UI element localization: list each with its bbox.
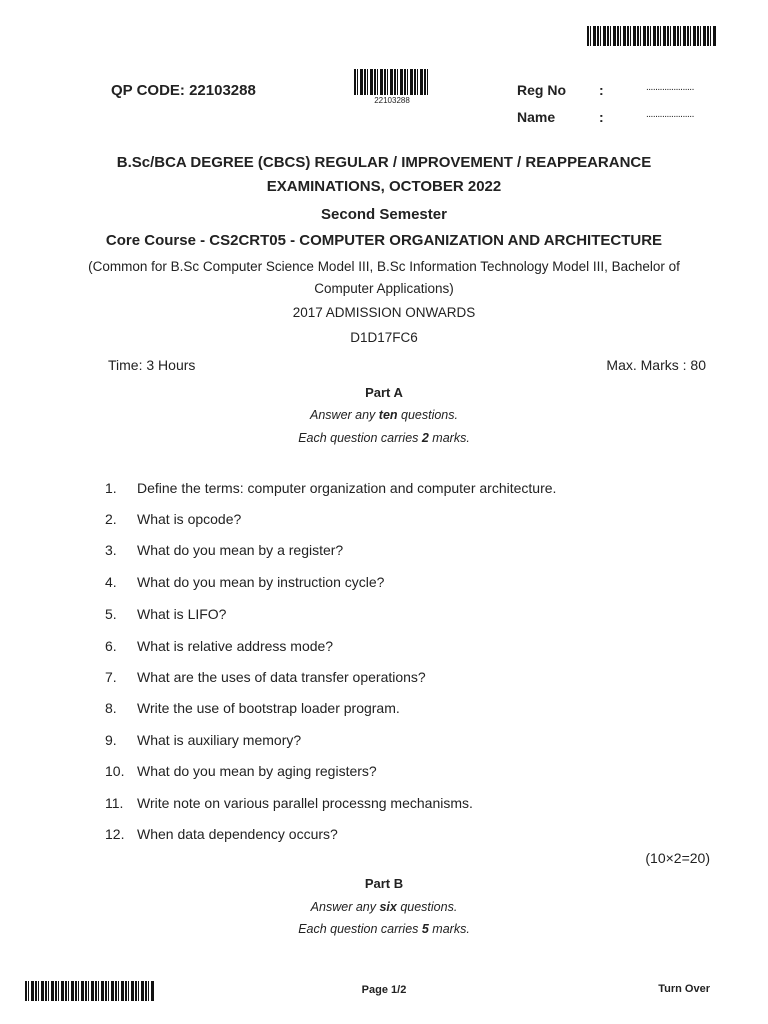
turn-over: Turn Over: [658, 983, 710, 995]
paper-code: D1D17FC6: [350, 330, 418, 345]
exam-time: Time: 3 Hours: [108, 357, 196, 373]
instr-text: Answer any: [310, 900, 380, 914]
center-barcode: [354, 69, 430, 105]
question-text: What do you mean by a register?: [137, 542, 344, 558]
part-a-instruction-1: [0, 408, 768, 422]
instr-text: marks.: [428, 431, 470, 445]
question-text: Define the terms: computer organization and computer architecture.: [137, 480, 557, 496]
question-text: What is auxiliary memory?: [137, 732, 302, 748]
question-number: 4.: [105, 574, 117, 590]
reg-no-field: .....................: [646, 82, 694, 93]
part-b-instruction-1: [0, 900, 768, 914]
instr-text: Answer any: [310, 408, 379, 422]
instr-text: questions.: [396, 900, 458, 914]
question-text: Write note on various parallel processng mechanisms.: [137, 795, 473, 811]
question-number: 12.: [105, 826, 125, 842]
question-text: What do you mean by instruction cycle?: [137, 574, 385, 590]
question-text: What are the uses of data transfer operations?: [137, 669, 426, 685]
reg-no-colon: :: [599, 82, 604, 98]
question-number: 2.: [105, 511, 117, 527]
question-text: Write the use of bootstrap loader program.: [137, 700, 400, 716]
instr-marks: 2: [421, 431, 429, 445]
exam-title-line2: EXAMINATIONS, OCTOBER 2022: [266, 178, 502, 195]
part-a-title: Part A: [365, 385, 403, 400]
question-number: 7.: [105, 669, 117, 685]
barcode-number: 22103288: [374, 96, 410, 105]
instr-text: Each question carries: [298, 431, 422, 445]
question-text: What is LIFO?: [137, 606, 227, 622]
course-title: Core Course - CS2CRT05 - COMPUTER ORGANIZATION AND ARCHITECTURE: [105, 232, 663, 249]
semester: Second Semester: [321, 206, 447, 223]
top-right-barcode: [587, 26, 717, 46]
instr-count: six: [379, 900, 397, 914]
instr-marks: 5: [421, 922, 429, 936]
admission: 2017 ADMISSION ONWARDS: [292, 305, 476, 320]
name-colon: :: [599, 109, 604, 125]
instr-text: marks.: [428, 922, 470, 936]
question-number: 1.: [105, 480, 117, 496]
question-number: 10.: [105, 763, 125, 779]
qp-code: QP CODE: 22103288: [111, 82, 256, 99]
question-number: 11.: [105, 795, 124, 811]
question-number: 8.: [105, 700, 117, 716]
instr-text: Each question carries: [298, 922, 422, 936]
part-a-marks-summary: (10×2=20): [645, 850, 710, 866]
question-text: What do you mean by aging registers?: [137, 763, 377, 779]
question-number: 6.: [105, 638, 117, 654]
max-marks: Max. Marks : 80: [606, 357, 706, 373]
question-text: What is opcode?: [137, 511, 242, 527]
question-text: What is relative address mode?: [137, 638, 334, 654]
name-label: Name: [517, 109, 556, 125]
part-a-instruction-2: [0, 431, 768, 445]
question-text: When data dependency occurs?: [137, 826, 338, 842]
part-b-title: Part B: [364, 876, 404, 891]
question-number: 3.: [105, 542, 117, 558]
reg-no-label: Reg No: [517, 82, 566, 98]
part-b-instruction-2: [0, 922, 768, 936]
instr-count: ten: [378, 408, 398, 422]
common-line2: Computer Applications): [314, 281, 454, 296]
name-field: .....................: [646, 109, 694, 120]
page-number: Page 1/2: [361, 984, 407, 996]
question-number: 9.: [105, 732, 117, 748]
exam-title-line1: B.Sc/BCA DEGREE (CBCS) REGULAR / IMPROVEMENT / REAPPEARANCE: [116, 154, 652, 171]
instr-text: questions.: [397, 408, 458, 422]
question-number: 5.: [105, 606, 117, 622]
common-line1: (Common for B.Sc Computer Science Model III, B.Sc Information Technology Model III, Bachelor of: [88, 259, 680, 274]
